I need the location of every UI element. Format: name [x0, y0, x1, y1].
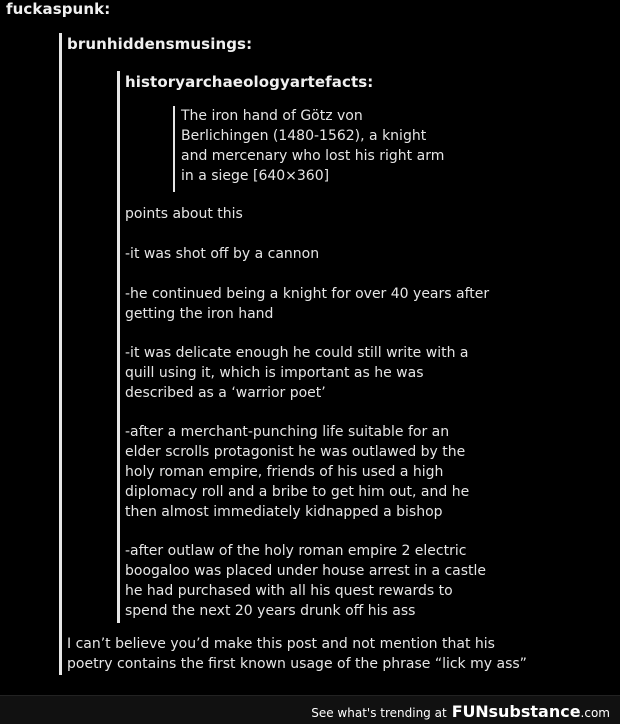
username-mid[interactable]: brunhiddensmusings: [67, 35, 253, 53]
post-paragraph: -after outlaw of the holy roman empire 2 electric boogaloo was placed under house arrest in a castle he had purchased with all his quest rewards to spend the next 20 years drunk off his ass [125, 543, 487, 619]
reblog-bar-outer [59, 33, 62, 675]
reply-paragraph: I can’t believe you’d make this post and not mention that his poetry contains the first known usage of the phrase “lick my ass” [67, 636, 527, 672]
post-paragraph: -after a merchant-punching life suitable for an elder scrolls protagonist he was outlawed by the holy roman empire, friends of his used a high diplomacy roll and a bribe to get him out, and he then almost immediately kidnapped a bishop [125, 424, 470, 520]
post-paragraph: -it was delicate enough he could still write with a quill using it, which is important as he was described as a ‘warrior poet’ [125, 345, 469, 401]
watermark-footer [0, 695, 620, 724]
brand-substance: substance [488, 702, 581, 721]
post-paragraph: -he continued being a knight for over 40 years after getting the iron hand [125, 286, 490, 322]
post-paragraph: points about this [125, 206, 243, 222]
watermark-text: See what's trending at [311, 706, 447, 720]
brand-fun: FUN [451, 702, 489, 721]
watermark[interactable] [311, 702, 610, 721]
quote-bar [173, 106, 175, 192]
username-inner[interactable]: historyarchaeologyartefacts: [125, 73, 374, 91]
reblog-bar-middle [117, 71, 120, 623]
username-top[interactable]: fuckaspunk: [6, 0, 111, 18]
quoted-caption: The iron hand of Götz von Berlichingen (1480-1562), a knight and mercenary who lost his right arm in a siege [640×360] [181, 108, 445, 184]
post-paragraph: -it was shot off by a cannon [125, 246, 320, 262]
brand-tld: .com [580, 706, 610, 720]
